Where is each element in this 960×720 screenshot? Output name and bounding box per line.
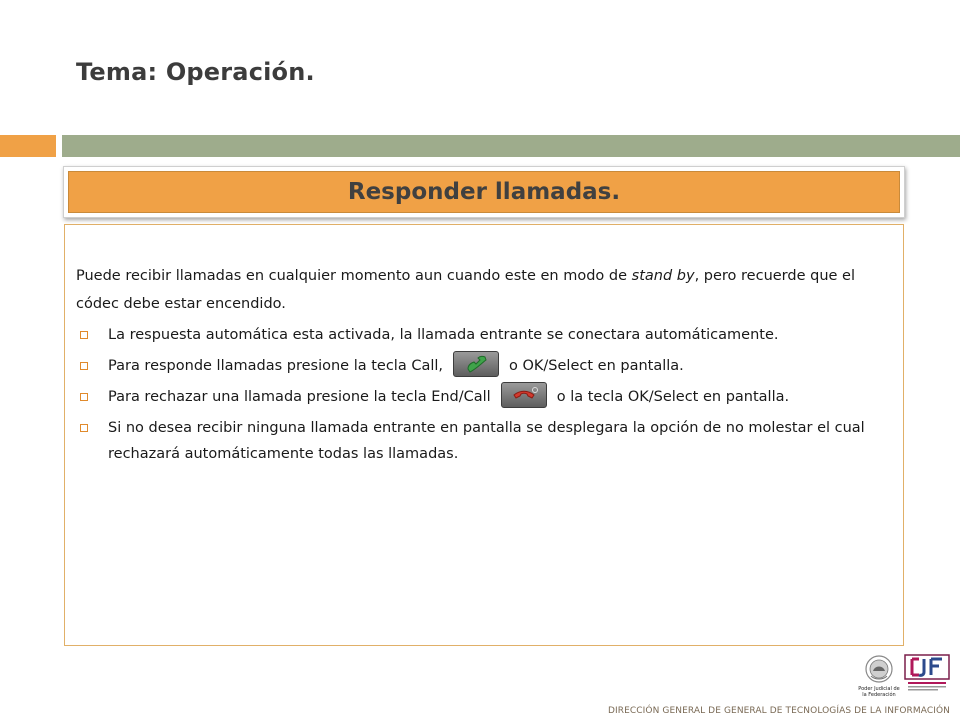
bullet-text: La respuesta automática esta activada, la llamada entrante se conectara automáticamente. [108, 327, 779, 343]
section-heading-banner [68, 171, 900, 213]
bullet-reject-call [76, 384, 876, 410]
bullet-auto-answer [76, 322, 876, 348]
slide-title: Tema: Operación. [76, 58, 315, 86]
bullet-text: o OK/Select en pantalla. [509, 358, 684, 374]
bullet-marker-icon [80, 331, 88, 339]
bullet-text: Para responde llamadas presione la tecla Call, [108, 358, 444, 374]
section-heading-frame [63, 166, 905, 218]
cjf-logo-icon [904, 654, 950, 696]
bullet-marker-icon [80, 424, 88, 432]
bullet-marker-icon [80, 362, 88, 370]
bullet-do-not-disturb [76, 415, 876, 467]
bullet-text: Para rechazar una llamada presione la tecla End/Call [108, 389, 491, 405]
bullet-answer-call [76, 353, 876, 379]
intro-paragraph [76, 262, 876, 318]
bullet-list [76, 322, 876, 472]
decorative-bar-green [62, 135, 960, 157]
end-call-key-icon [501, 382, 547, 408]
poder-judicial-caption: Poder Judicial de la Federación [858, 686, 900, 698]
bullet-text: Si no desea recibir ninguna llamada entrante en pantalla se desplegara la opción de no molestar el cual rechazará automáticamente todas las llamadas. [108, 420, 865, 462]
section-heading: Responder llamadas. [347, 179, 621, 205]
decorative-bar-orange [0, 135, 56, 157]
intro-text-start: Puede recibir llamadas en cualquier momento aun cuando este en modo de [76, 268, 632, 284]
intro-text-emphasis: stand by [631, 268, 695, 284]
bullet-text: o la tecla OK/Select en pantalla. [556, 389, 790, 405]
call-key-icon [453, 351, 499, 377]
bullet-marker-icon [80, 393, 88, 401]
footer-text: DIRECCIÓN GENERAL DE GENERAL DE TECNOLOGÍAS DE LA INFORMACIÓN [607, 706, 950, 716]
intro-text-end: , pero recuerde que el códec debe estar encendido. [76, 268, 855, 312]
